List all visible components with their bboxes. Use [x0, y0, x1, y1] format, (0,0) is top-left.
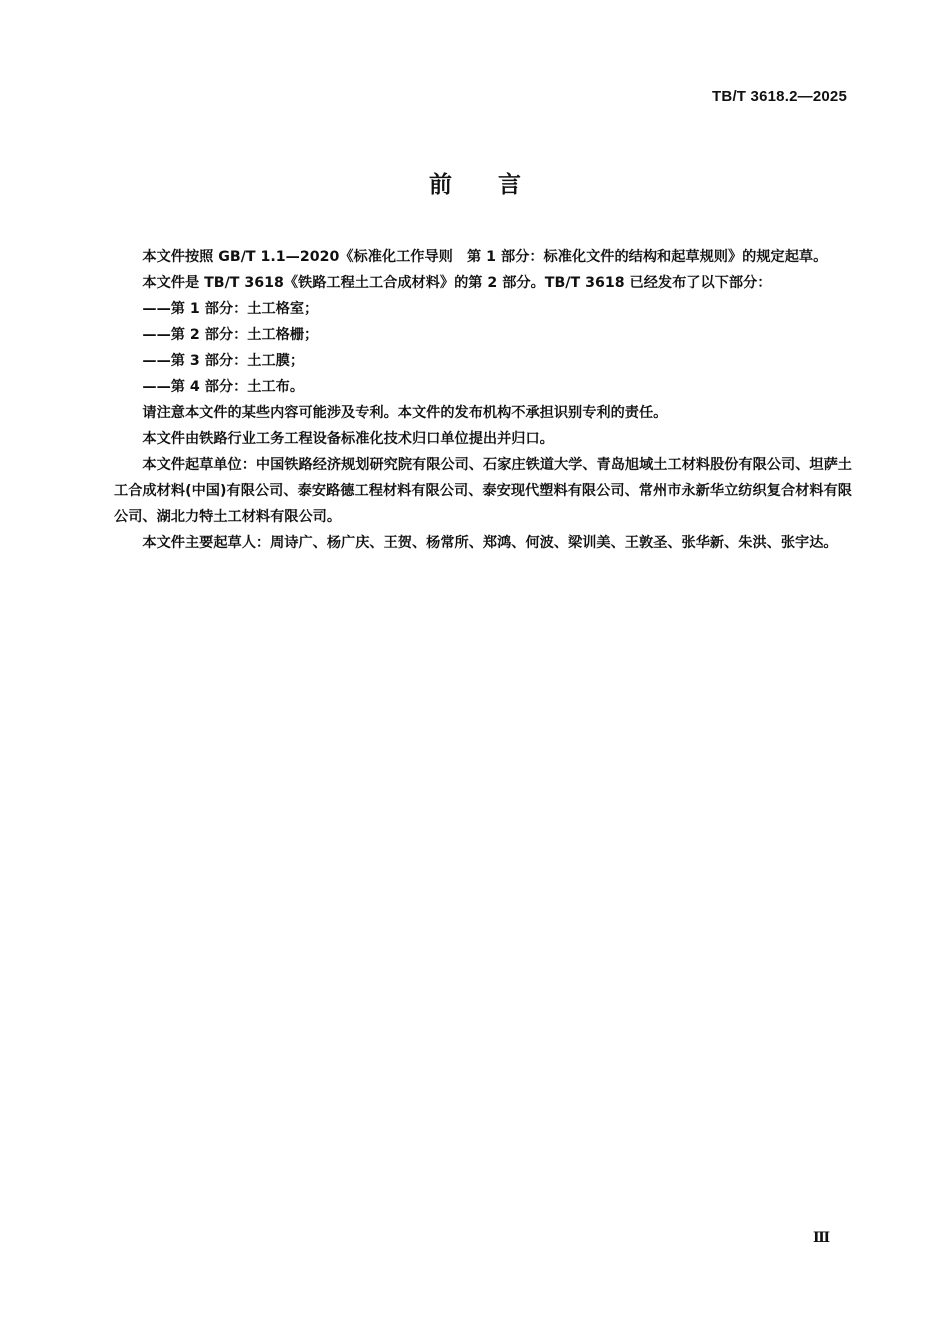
list-item-part-4: ——第 4 部分：土工布。	[142, 379, 305, 395]
document-code: TB/T 3618.2—2025	[712, 88, 847, 105]
paragraph-series-intro: 本文件是 TB/T 3618《铁路工程土工合成材料》的第 2 部分。TB/T 3618 已经发布了以下部分：	[142, 275, 772, 291]
list-item-part-2: ——第 2 部分：土工格栅；	[142, 327, 319, 343]
foreword-body	[114, 244, 852, 556]
paragraph-patent-notice: 请注意本文件的某些内容可能涉及专利。本文件的发布机构不承担识别专利的责任。	[142, 405, 668, 421]
page-title: 前言	[429, 172, 567, 198]
page-number: Ⅲ	[813, 1230, 831, 1246]
list-item-part-1: ——第 1 部分：土工格室；	[142, 301, 319, 317]
paragraph-drafting-rules: 本文件按照 GB/T 1.1—2020《标准化工作导则 第 1 部分：标准化文件的结构和起草规则》的规定起草。	[142, 249, 828, 265]
paragraph-drafters: 本文件主要起草人：周诗广、杨广庆、王贺、杨常所、郑鸿、何波、梁训美、王敦圣、张华新、朱洪、张宇达。	[142, 535, 838, 551]
list-item-part-3: ——第 3 部分：土工膜；	[142, 353, 305, 369]
paragraph-drafting-units: 本文件起草单位：中国铁路经济规划研究院有限公司、石家庄铁道大学、青岛旭域土工材料股份有限公司、坦萨土工合成材料(中国)有限公司、泰安路德工程材料有限公司、泰安现代塑料有限公司、常州市永新华立纺织复合材料有限公司、湖北力特土工材料有限公司。	[114, 457, 852, 525]
paragraph-proposer: 本文件由铁路行业工务工程设备标准化技术归口单位提出并归口。	[142, 431, 554, 447]
